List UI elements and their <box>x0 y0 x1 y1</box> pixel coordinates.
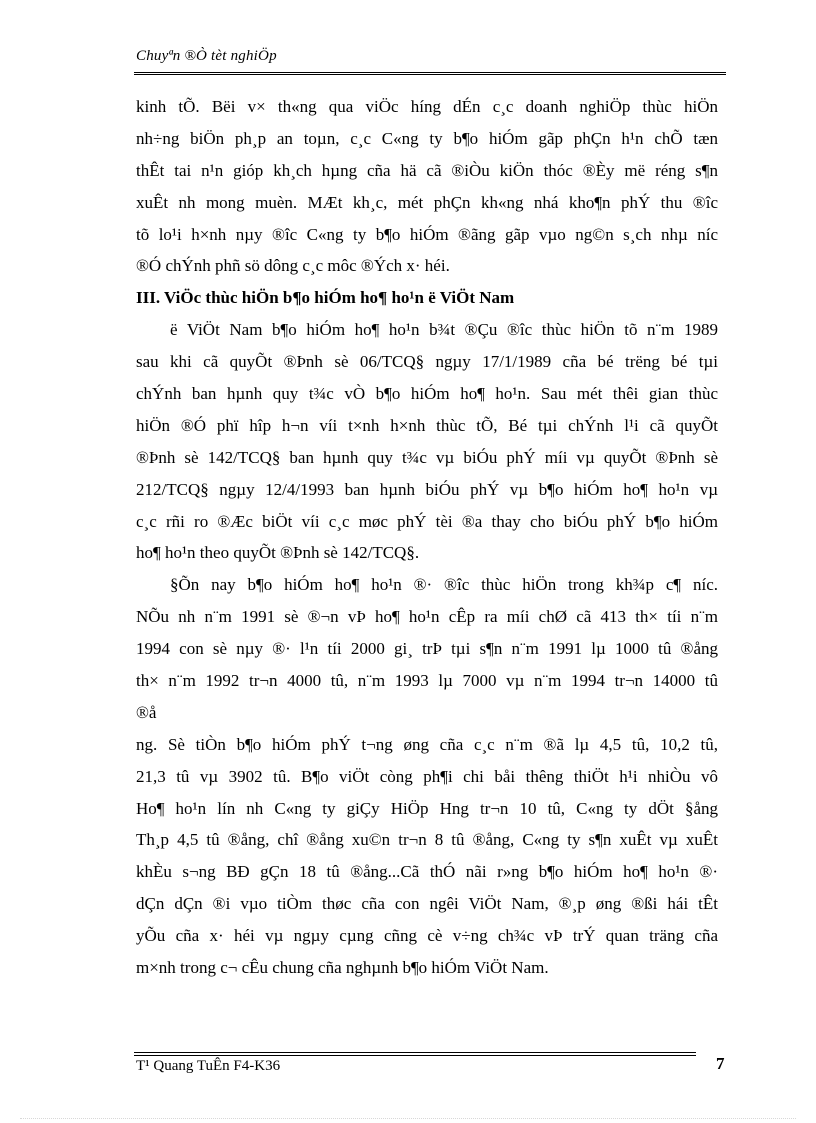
text-line: Th¸p 4,5 tû ®ång, chî ®ång xu©n tr¬n 8 tû ®ång, C«ng ty s¶n xuÊt vµ xuÊt <box>136 830 718 850</box>
text-line: tõ lo¹i h×nh nµy ®îc C«ng ty b¶o hiÓm ®ãng gãp vµo ng©n s¸ch nhµ níc <box>136 224 718 244</box>
text-line: ho¶ ho¹n theo quyÕt ®Þnh sè 142/TCQ§. <box>136 543 420 563</box>
header-rule <box>134 72 726 73</box>
text-line: xuÊt nh mong muèn. MÆt kh¸c, mét phÇn kh«ng nhá kho¶n phÝ thu ®îc <box>136 192 718 212</box>
text-line: sau khi cã quyÕt ®Þnh sè 06/TCQ§ ngµy 17/1/1989 cña bé trëng bé tµi <box>136 352 718 372</box>
text-line: NÕu nh n¨m 1991 sè ®¬n vÞ ho¶ ho¹n cÊp ra míi chØ cã 413 th× tíi n¨m <box>136 607 718 627</box>
body-text <box>136 91 718 984</box>
text-line: yÕu cña x· héi vµ ngµy cµng cñng cè v÷ng ch¾c vÞ trÝ quan träng cña <box>136 926 718 946</box>
text-line: c¸c rñi ro ®Æc biÖt víi c¸c møc phÝ tèi ®a thay cho biÓu phÝ b¶o hiÓm <box>136 511 718 531</box>
section-heading: III. ViÖc thùc hiÖn b¶o hiÓm ho¶ ho¹n ë ViÖt Nam <box>136 288 515 308</box>
text-line: hiÖn ®Ó phï hîp h¬n víi t×nh h×nh thùc tÕ, Bé tµi chÝnh l¹i cã quyÕt <box>136 415 718 435</box>
text-line: ë ViÖt Nam b¶o hiÓm ho¶ ho¹n b¾t ®Çu ®îc thùc hiÖn tõ n¨m 1989 <box>170 320 718 340</box>
text-line: nh÷ng biÖn ph¸p an toµn, c¸c C«ng ty b¶o hiÓm gãp phÇn h¹n chÕ tæn <box>136 128 718 148</box>
text-line: 21,3 tû vµ 3902 tû. B¶o viÖt còng ph¶i chi båi thêng thiÖt h¹i nhiÒu vô <box>136 766 718 786</box>
page-edge-divider <box>20 1118 796 1119</box>
page-number: 7 <box>716 1054 725 1073</box>
text-line: khÈu s¬ng BÐ gÇn 18 tû ®ång...Cã thÓ nãi r»ng b¶o hiÓm ho¶ ho¹n ®· <box>136 862 718 882</box>
text-line: 212/TCQ§ ngµy 12/4/1993 ban hµnh biÓu phÝ vµ b¶o hiÓm ho¶ ho¹n vµ <box>136 479 718 499</box>
text-line: ng. Sè tiÒn b¶o hiÓm phÝ t¬ng øng cña c¸c n¨m ®ã lµ 4,5 tû, 10,2 tû, <box>136 734 718 754</box>
text-line: th× n¨m 1992 tr¬n 4000 tû, n¨m 1993 lµ 7000 vµ n¨m 1994 tr¬n 14000 tû <box>136 671 718 691</box>
text-line: ®å <box>136 702 157 722</box>
running-header: Chuyªn ®Ò tèt nghiÖp <box>136 48 277 64</box>
text-line: ®Þnh sè 142/TCQ§ ban hµnh quy t¾c vµ biÓu phÝ míi vµ quyÕt ®Þnh sè <box>136 447 718 467</box>
footer-rule <box>134 1052 696 1053</box>
text-line: m×nh trong c¬ cÊu chung cña nghµnh b¶o hiÓm ViÖt Nam. <box>136 958 549 978</box>
text-line: 1994 con sè nµy ®· l¹n tíi 2000 gi¸ trÞ tµi s¶n n¨m 1991 lµ 1000 tû ®ång <box>136 639 718 659</box>
text-line: kinh tÕ. Bëi v× th«ng qua viÖc híng dÉn c¸c doanh nghiÖp thùc hiÖn <box>136 97 718 116</box>
text-line: Ho¶ ho¹n lín nh C«ng ty giÇy HiÖp Hng tr¬n 10 tû, C«ng ty dÖt §ång <box>136 798 718 818</box>
footer-author: T¹ Quang TuÊn F4-K36 <box>136 1058 281 1074</box>
text-line: ®Ó chÝnh phñ sö dông c¸c môc ®Ých x· héi. <box>136 256 450 276</box>
text-line: chÝnh ban hµnh quy t¾c vÒ b¶o hiÓm ho¶ ho¹n. Sau mét thêi gian thùc <box>136 384 718 404</box>
text-line: thÊt tai n¹n gióp kh¸ch hµng cña hä cã ®iÒu kiÖn thóc ®Èy më réng s¶n <box>136 160 718 180</box>
text-line: dÇn dÇn ®i vµo tiÒm thøc cña con ngêi ViÖt Nam, ®¸p øng ®ßi hái tÊt <box>136 894 718 914</box>
header-rule <box>134 74 726 75</box>
text-line: §Õn nay b¶o hiÓm ho¶ ho¹n ®· ®îc thùc hiÖn trong kh¾p c¶ níc. <box>170 575 718 595</box>
footer-rule <box>134 1055 696 1056</box>
